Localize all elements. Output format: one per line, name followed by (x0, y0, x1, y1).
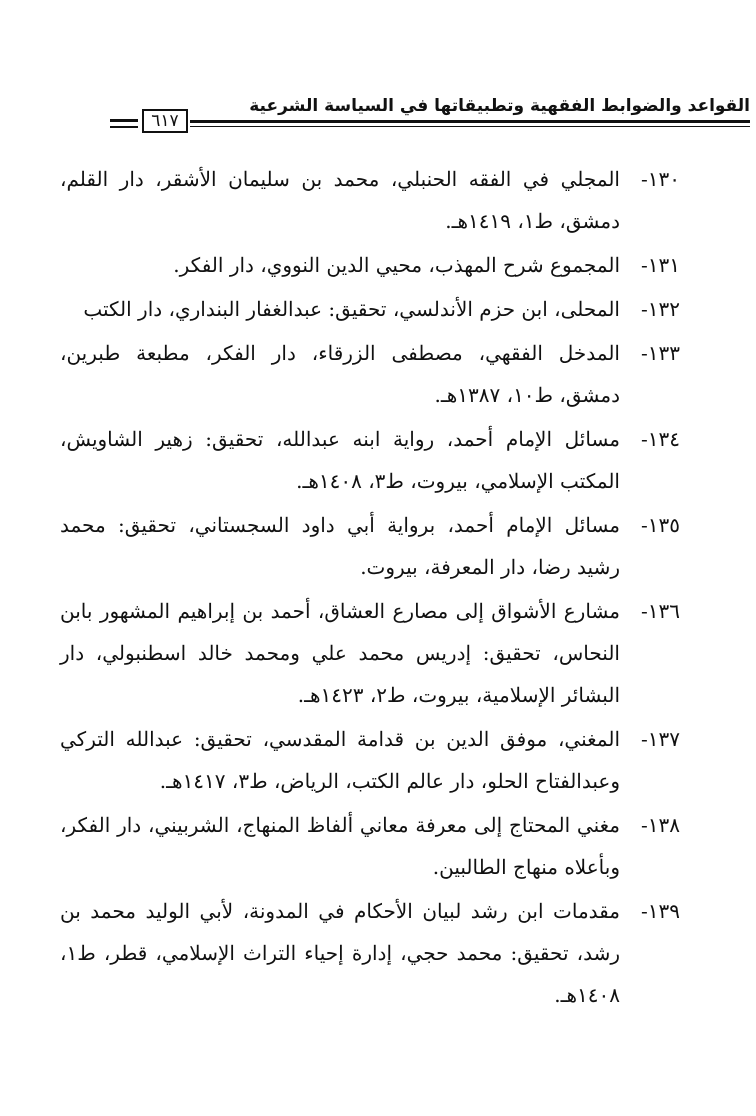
bibliography-entry (60, 418, 680, 502)
entry-number: ١٣٦- (641, 599, 680, 623)
running-title: القواعد والضوابط الفقهية وتطبيقاتها في السياسة الشرعية (249, 96, 750, 116)
entry-text: مسائل الإمام أحمد، برواية أبي داود السجستاني، تحقيق: محمد رشيد رضا، دار المعرفة، بيروت. (60, 513, 620, 579)
bibliography-entry (60, 718, 680, 802)
entry-text: مقدمات ابن رشد لبيان الأحكام في المدونة، لأبي الوليد محمد بن رشد، تحقيق: محمد حجي، إدارة إحياء التراث الإسلامي، قطر، ط١، ١٤٠٨هـ. (60, 899, 620, 1007)
entry-number: ١٣١- (641, 253, 680, 277)
entry-text: المجلي في الفقه الحنبلي، محمد بن سليمان الأشقر، دار القلم، دمشق، ط١، ١٤١٩هـ. (60, 167, 620, 233)
running-header (110, 92, 750, 136)
entry-text: المغني، موفق الدين بن قدامة المقدسي، تحقيق: عبدالله التركي وعبدالفتاح الحلو، دار عالم الكتب، الرياض، ط٣، ١٤١٧هـ. (60, 727, 620, 793)
entry-number: ١٣٣- (641, 341, 680, 365)
entry-text: المحلى، ابن حزم الأندلسي، تحقيق: عبدالغفار البنداري، دار الكتب (83, 297, 620, 321)
entry-number: ١٣٧- (641, 727, 680, 751)
entry-number: ١٣٠- (641, 167, 680, 191)
bibliography-entry (60, 332, 680, 416)
header-dash (110, 119, 138, 122)
header-rule-thick (190, 120, 750, 123)
bibliography-entry (60, 890, 680, 1016)
page-number: ٦١٧ (142, 109, 188, 133)
bibliography-entry (60, 158, 680, 242)
header-dash (110, 126, 138, 128)
bibliography-entry (60, 804, 680, 888)
entry-text: مشارع الأشواق إلى مصارع العشاق، أحمد بن إبراهيم المشهور بابن النحاس، تحقيق: إدريس محمد علي ومحمد خالد اسطنبولي، دار البشائر الإسلامية، بيروت، ط٢، ١٤٢٣هـ. (60, 599, 620, 707)
entry-text: المجموع شرح المهذب، محيي الدين النووي، دار الفكر. (173, 253, 620, 277)
bibliography-entry (60, 590, 680, 716)
entry-number: ١٣٥- (641, 513, 680, 537)
entry-text: المدخل الفقهي، مصطفى الزرقاء، دار الفكر، مطبعة طبرين، دمشق، ط١٠، ١٣٨٧هـ. (60, 341, 620, 407)
entry-text: مسائل الإمام أحمد، رواية ابنه عبدالله، تحقيق: زهير الشاويش، المكتب الإسلامي، بيروت، ط٣، ١٤٠٨هـ. (60, 427, 620, 493)
bibliography-entry (60, 288, 680, 330)
entry-text: مغني المحتاج إلى معرفة معاني ألفاظ المنهاج، الشربيني، دار الفكر، وبأعلاه منهاج الطالبين. (60, 813, 620, 879)
bibliography-entry (60, 244, 680, 286)
entry-number: ١٣٨- (641, 813, 680, 837)
bibliography-list (60, 158, 680, 1018)
bibliography-entry (60, 504, 680, 588)
entry-number: ١٣٢- (641, 297, 680, 321)
entry-number: ١٣٤- (641, 427, 680, 451)
header-rule-thin (190, 126, 750, 127)
entry-number: ١٣٩- (641, 899, 680, 923)
